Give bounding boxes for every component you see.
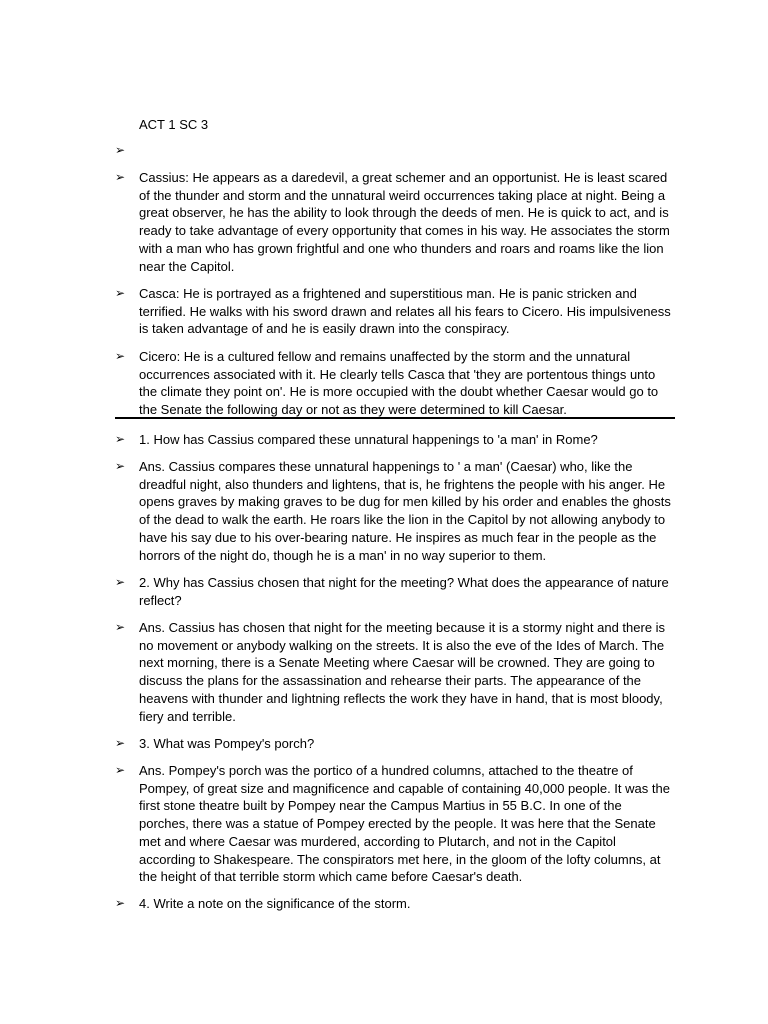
arrow-bullet-icon: ➢ [115,286,126,300]
arrow-bullet-icon: ➢ [115,459,126,473]
arrow-bullet-icon: ➢ [115,896,126,910]
list-item-text: Cicero: He is a cultured fellow and remains unaffected by the storm and the unnatural occurrences associated with it. He clearly tells Casca that 'they are portentous things unto the climate they point on'. He is more occupied with the doubt whether Caesar would go to the Senate the following day or not as they were determined to kill Caesar. [139,349,659,418]
scene-heading: ACT 1 SC 3 [139,117,209,132]
list-item [115,762,675,886]
answer-text: Ans. Cassius has chosen that night for the meeting because it is a stormy night and there is no movement or anybody walking on the streets. It is also the eve of the Ides of March. The next morning, there is a Senate Meeting where Caesar will be crowned. They are going to discuss the plans for the assassination and rehearse their parts. The appearance of the heavens with thunder and lightning reflects the work they have in hand, that is most bloody, fiery and terrible. [139,620,666,724]
question-text: 2. Why has Cassius chosen that night for the meeting? What does the appearance of nature reflect? [139,575,669,608]
list-item [115,431,675,449]
list-item-text: Cassius: He appears as a daredevil, a great schemer and an opportunist. He is least scared of the thunder and storm and the unnatural weird occurrences taking place at night. Being a great observer, he has the ability to look through the deeds of men. He is quick to act, and is ready to take advantage of every opportunity that comes in his way. He associates the storm with a man who has grown frightful and one who thunders and roars and roams like the lion near the Capitol. [139,170,670,274]
list-item [115,348,675,419]
section-divider [115,417,675,419]
list-item [115,169,675,275]
list-item [115,735,675,753]
list-item-text: Casca: He is portrayed as a frightened and superstitious man. He is panic stricken and terrified. He walks with his sword drawn and relates all his fears to Cicero. His impulsiveness is taken advantage of and he is easily drawn into the conspiracy. [139,286,671,337]
answer-text: Ans. Pompey's porch was the portico of a hundred columns, attached to the theatre of Pompey, of great size and magnificence and capable of containing 40,000 people. It was the first stone theatre built by Pompey near the Campus Martius in 55 B.C. In one of the porches, there was a statue of Pompey erected by the people. It was here that the Senate met and where Caesar was murdered, according to Plutarch, and not in the Capitol according to Shakespeare. The conspirators met here, in the gloom of the lofty columns, at the height of that terrible storm which came before Caesar's death. [139,763,670,885]
question-text: 4. Write a note on the significance of the storm. [139,896,411,911]
arrow-bullet-icon: ➢ [115,170,126,184]
list-item [115,458,675,564]
answer-text: Ans. Cassius compares these unnatural happenings to ' a man' (Caesar) who, like the dreadful night, also thunders and lightens, that is, he frightens the people with his anger. He opens graves by making graves to be dug for men killed by his order and enables the ghosts of the dead to walk the earth. He roars like the lion in the Capitol by not allowing anybody to have his say due to his over-bearing nature. He inspires as much fear in the people as the horrors of the night do, though he is a man' in no way superior to them. [139,459,671,563]
arrow-bullet-icon: ➢ [115,575,126,589]
list-item [115,285,675,338]
list-item [115,895,675,913]
list-item [115,574,675,609]
arrow-bullet-icon: ➢ [115,736,126,750]
arrow-bullet-icon: ➢ [115,143,126,157]
arrow-bullet-icon: ➢ [115,349,126,363]
arrow-bullet-icon: ➢ [115,763,126,777]
question-text: 1. How has Cassius compared these unnatural happenings to 'a man' in Rome? [139,432,598,447]
arrow-bullet-icon: ➢ [115,620,126,634]
list-item [115,619,675,725]
question-text: 3. What was Pompey's porch? [139,736,315,751]
arrow-bullet-icon: ➢ [115,432,126,446]
